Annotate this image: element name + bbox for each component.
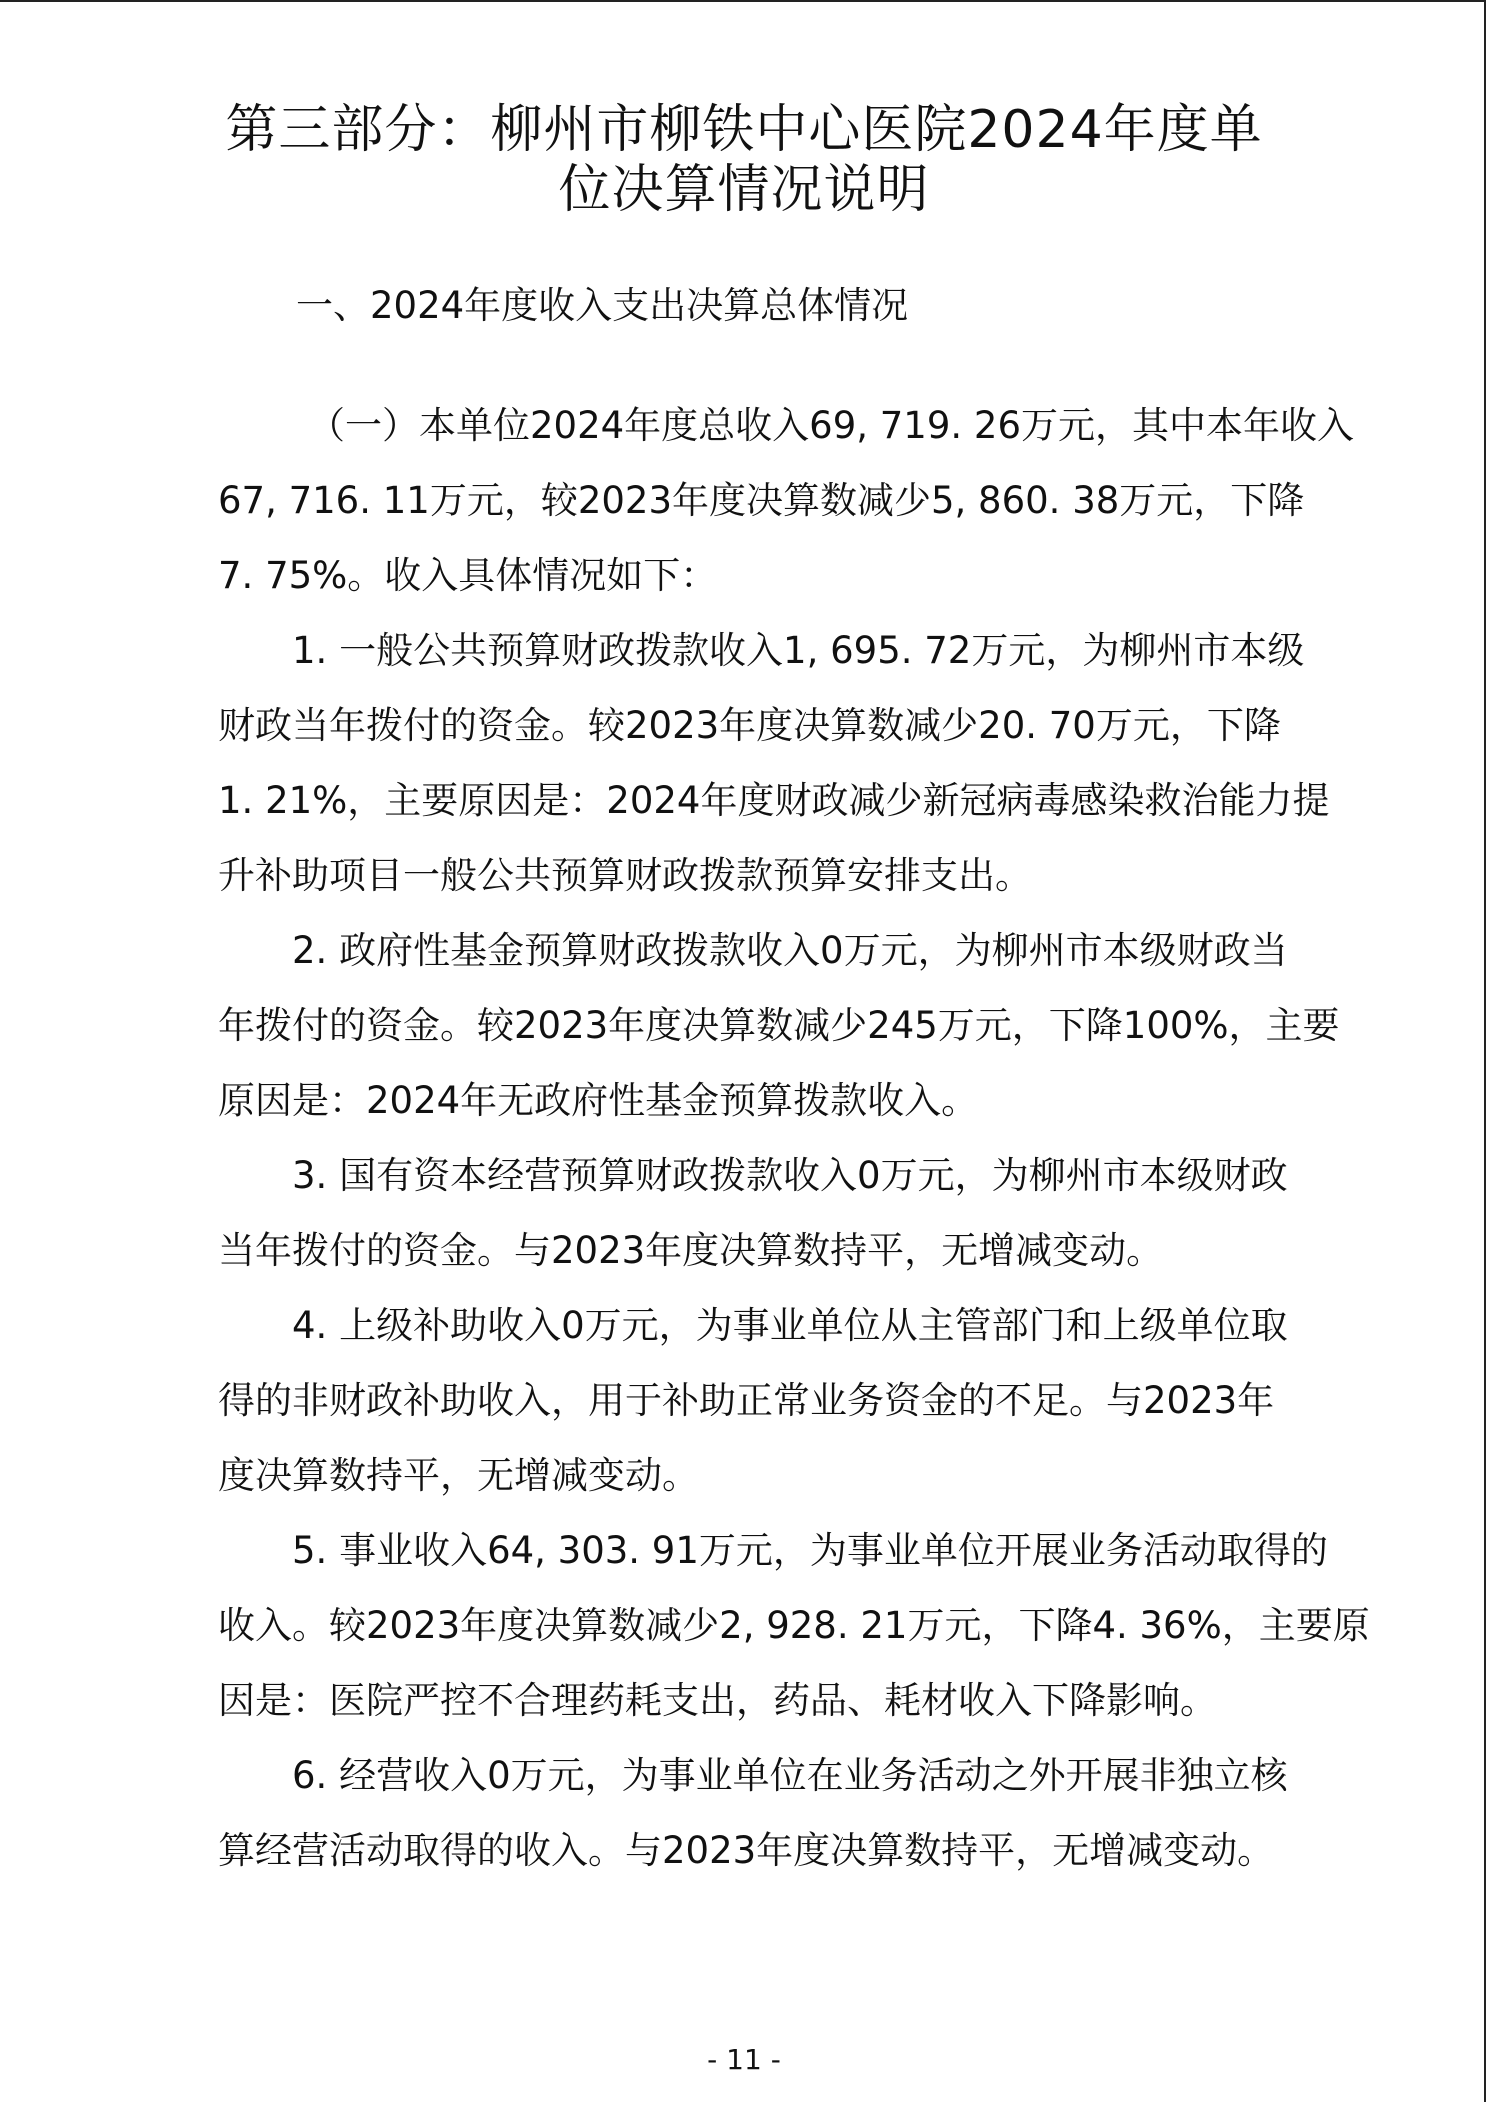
text-line: 度决算数持平，无增减变动。 <box>218 1454 699 1497</box>
page-title <box>180 100 1308 220</box>
text-line: 原因是：2024年无政府性基金预算拨款收入。 <box>218 1079 979 1122</box>
text-line: 67, 716. 11万元，较2023年度决算数减少5, 860. 38万元，下降 <box>218 479 1305 522</box>
text-line: 年拨付的资金。较2023年度决算数减少245万元，下降100%，主要 <box>218 1004 1340 1047</box>
title-line-1: 第三部分：柳州市柳铁中心医院2024年度单 <box>225 100 1263 160</box>
text-line: 因是：医院严控不合理药耗支出，药品、耗材收入下降影响。 <box>218 1679 1217 1722</box>
text-line: 7. 75%。收入具体情况如下： <box>218 554 718 597</box>
text-line: 3. 国有资本经营预算财政拨款收入0万元，为柳州市本级财政 <box>292 1154 1288 1197</box>
text-line: 当年拨付的资金。与2023年度决算数持平，无增减变动。 <box>218 1229 1164 1272</box>
text-line: 升补助项目一般公共预算财政拨款预算安排支出。 <box>218 854 1032 897</box>
text-line: 1. 21%，主要原因是：2024年度财政减少新冠病毒感染救治能力提 <box>218 779 1330 822</box>
text-line: 2. 政府性基金预算财政拨款收入0万元，为柳州市本级财政当 <box>292 929 1288 972</box>
text-line: 财政当年拨付的资金。较2023年度决算数减少20. 70万元，下降 <box>218 704 1281 747</box>
text-line: 算经营活动取得的收入。与2023年度决算数持平，无增减变动。 <box>218 1829 1275 1872</box>
text-line: （一）本单位2024年度总收入69, 719. 26万元，其中本年收入 <box>308 404 1354 447</box>
text-line: 1. 一般公共预算财政拨款收入1, 695. 72万元，为柳州市本级 <box>292 629 1305 672</box>
text-line: 6. 经营收入0万元，为事业单位在业务活动之外开展非独立核 <box>292 1754 1288 1797</box>
title-line-2: 位决算情况说明 <box>558 160 930 220</box>
text-line: 4. 上级补助收入0万元，为事业单位从主管部门和上级单位取 <box>292 1304 1288 1347</box>
text-line: 收入。较2023年度决算数减少2, 928. 21万元，下降4. 36%，主要原 <box>218 1604 1370 1647</box>
text-line: 得的非财政补助收入，用于补助正常业务资金的不足。与2023年 <box>218 1379 1275 1422</box>
section-heading: 一、2024年度收入支出决算总体情况 <box>296 284 909 327</box>
text-line: 5. 事业收入64, 303. 91万元，为事业单位开展业务活动取得的 <box>292 1529 1328 1572</box>
body-text <box>218 388 1370 1888</box>
page-number: - 11 - <box>707 2043 781 2076</box>
